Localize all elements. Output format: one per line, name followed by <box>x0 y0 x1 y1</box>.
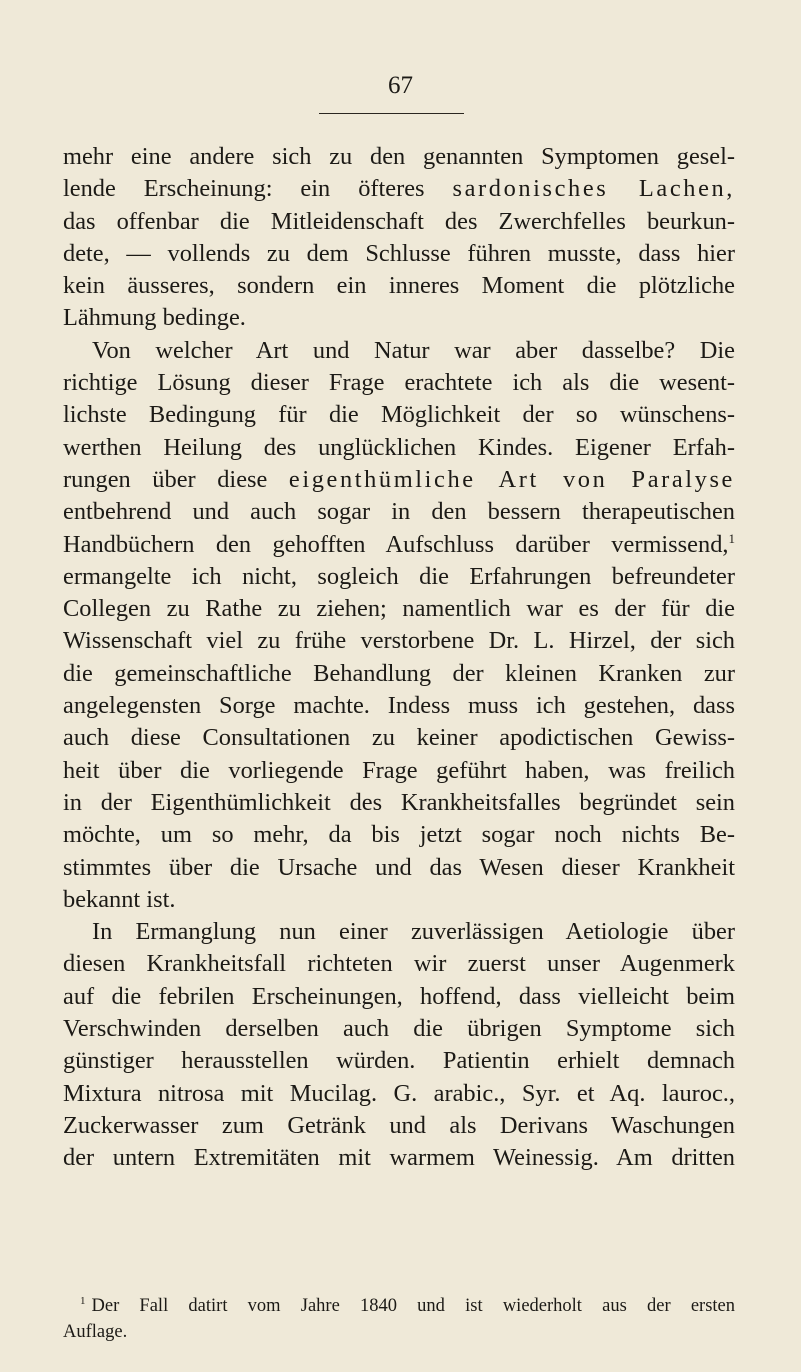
text-line: auch diese Consultationen zu keiner apodictischen Gewiss- <box>63 724 735 752</box>
text-line: stimmtes über die Ursache und das Wesen dieser Krankheit <box>63 853 735 881</box>
text-line: angelegensten Sorge machte. Indess muss ich gestehen, dass <box>63 692 735 720</box>
body-text <box>63 141 735 1175</box>
text-line: in der Eigenthümlichkeit des Krankheitsfalles begründet sein <box>63 788 735 816</box>
footnote-line: Auflage. <box>63 1322 128 1342</box>
text-line: lichste Bedingung für die Möglichkeit der so wünschens- <box>63 401 735 429</box>
text-line: mehr eine andere sich zu den genannten Symptomen gesel- <box>63 143 735 170</box>
page-number: 67 <box>388 72 413 99</box>
text-line: In Ermanglung nun einer zuverlässigen Aetiologie über <box>92 918 735 946</box>
text-line: ermangelte ich nicht, sogleich die Erfahrungen befreundeter <box>63 562 735 590</box>
text-line: die gemeinschaftliche Behandlung der kleinen Kranken zur <box>63 659 735 687</box>
text-line: Verschwinden derselben auch die übrigen Symptome sich <box>63 1015 735 1043</box>
text-line: günstiger herausstellen würden. Patientin erhielt demnach <box>63 1047 735 1075</box>
text-line: das offenbar die Mitleidenschaft des Zwerchfelles beurkun- <box>63 207 735 235</box>
text-line: Zuckerwasser zum Getränk und als Derivans Waschungen <box>63 1111 735 1139</box>
text-line: rungen über diese eigenthümliche Art von Paralyse <box>63 465 735 493</box>
text-line: Lähmung bedinge. <box>63 304 246 332</box>
text-line: bekannt ist. <box>63 885 176 913</box>
footnote-marker: 1 <box>80 1295 86 1307</box>
text-line: Collegen zu Rathe zu ziehen; namentlich war es der für die <box>63 595 735 623</box>
footnote-line: $^1$ Der Fall datirt vom Jahre 1840 und ist wiederholt aus der ersten <box>80 1295 735 1316</box>
spaced-emphasis: sardonisches Lachen, <box>452 175 735 203</box>
text-line: richtige Lösung dieser Frage erachtete ich als die wesent- <box>63 369 735 397</box>
text-line: Wissenschaft viel zu frühe verstorbene Dr. L. Hirzel, der sich <box>63 627 735 655</box>
text-line: entbehrend und auch sogar in den bessern therapeutischen <box>63 498 735 526</box>
text-line: dete, — vollends zu dem Schlusse führen musste, dass hier <box>63 239 735 267</box>
text-line: Von welcher Art und Natur war aber dasselbe? Die <box>92 336 735 364</box>
text-line: kein äusseres, sondern ein inneres Moment die plötzliche <box>63 272 735 300</box>
text-line: lende Erscheinung: ein öfteres sardonisches Lachen, <box>63 175 735 203</box>
text-line: Mixtura nitrosa mit Mucilag. G. arabic., Syr. et Aq. lauroc., <box>63 1079 735 1107</box>
text-line: möchte, um so mehr, da bis jetzt sogar noch nichts Be- <box>63 821 735 849</box>
header-rule <box>319 113 464 114</box>
text-line: der untern Extremitäten mit warmem Weinessig. Am dritten <box>63 1144 735 1172</box>
text-line: werthen Heilung des unglücklichen Kindes. Eigener Erfah- <box>63 433 735 461</box>
text-line: heit über die vorliegende Frage geführt haben, was freilich <box>63 756 735 784</box>
text-line: auf die febrilen Erscheinungen, hoffend, dass vielleicht beim <box>63 982 735 1010</box>
spaced-emphasis: eigenthümliche Art von Paralyse <box>288 465 735 493</box>
footnote-reference: 1 <box>728 530 735 546</box>
text-line: diesen Krankheitsfall richteten wir zuerst unser Augenmerk <box>63 950 735 978</box>
footnote <box>63 1293 735 1345</box>
text-line: Handbüchern den gehofften Aufschluss darüber vermissend,$^1$ <box>63 530 735 558</box>
